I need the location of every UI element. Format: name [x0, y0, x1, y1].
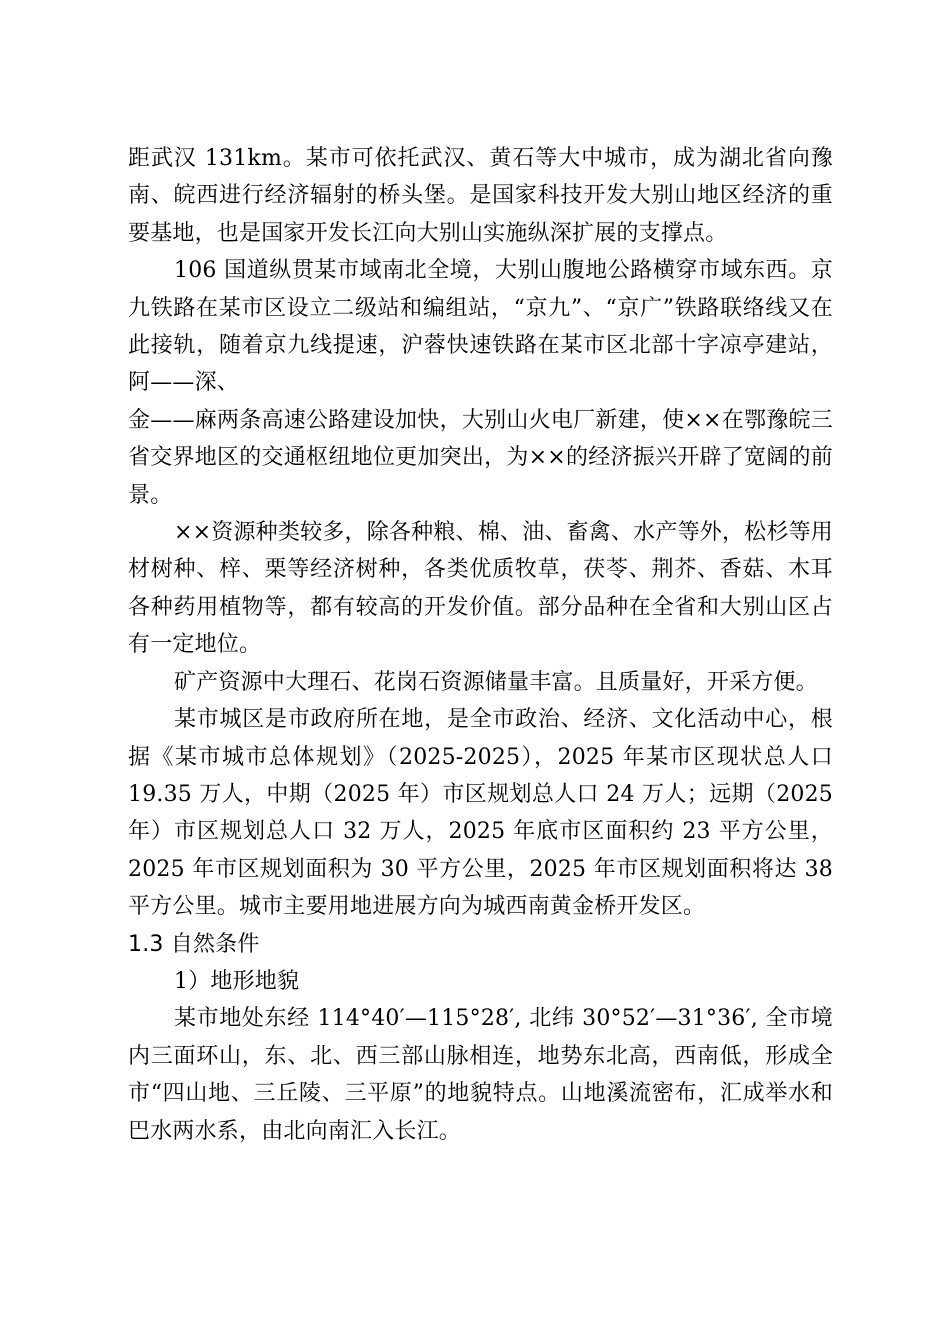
subsection-heading: 1）地形地貌: [174, 968, 300, 994]
section-heading: 1.3 自然条件: [128, 931, 260, 957]
paragraph-distance: 距武汉 131km。某市可依托武汉、黄石等大中城市，成为湖北省向豫南、皖西进行经济辐射的桥头堡。是国家科技开发大别山地区经济的重要基地，也是国家开发长江向大别山实施纵深扩展的支撑点。: [128, 146, 833, 246]
document-body: [128, 140, 833, 1150]
paragraph-resources: ××资源种类较多，除各种粮、棉、油、畜禽、水产等外，松杉等用材树种、梓、栗等经济树种，各类优质牧草，茯苓、荆芥、香菇、木耳各种药用植物等，都有较高的开发价值。部分品种在全省和大别山区占有一定地位。: [128, 520, 833, 658]
paragraph-transport: 106 国道纵贯某市域南北全境，大别山腹地公路横穿市域东西。京九铁路在某市区设立二级站和编组站，“京九”、“京广”铁路联络线又在此接轨，随着京九线提速，沪蓉快速铁路在某市区北部十字凉亭建站，阿——深、: [128, 258, 833, 396]
paragraph-transport-continued: 金——麻两条高速公路建设加快，大别山火电厂新建，使××在鄂豫皖三省交界地区的交通枢纽地位更加突出，为××的经济振兴开辟了宽阔的前景。: [128, 407, 833, 508]
paragraph-minerals: 矿产资源中大理石、花岗石资源储量丰富。且质量好，开采方便。: [174, 669, 818, 695]
paragraph-terrain: 某市地处东经 114°40′—115°28′, 北纬 30°52′—31°36′, 全市境内三面环山，东、北、西三部山脉相连，地势东北高，西南低，形成全市“四山地、三丘陵、三平原”的地貌特点。山地溪流密布，汇成举水和巴水两水系，由北向南汇入长江。: [128, 1006, 833, 1144]
paragraph-urban-area: 某市城区是市政府所在地，是全市政治、经济、文化活动中心，根据《某市城市总体规划》（2025-2025），2025 年某市区现状总人口 19.35 万人，中期（2025 年）市区规划总人口 24 万人；远期（2025 年）市区规划总人口 32 万人，2025 年底市区面积约 23 平方公里，2025 年市区规划面积为 30 平方公里，2025 年市区规划面积将达 38 平方公里。城市主要用地进展方向为城西南黄金桥开发区。: [128, 707, 833, 920]
